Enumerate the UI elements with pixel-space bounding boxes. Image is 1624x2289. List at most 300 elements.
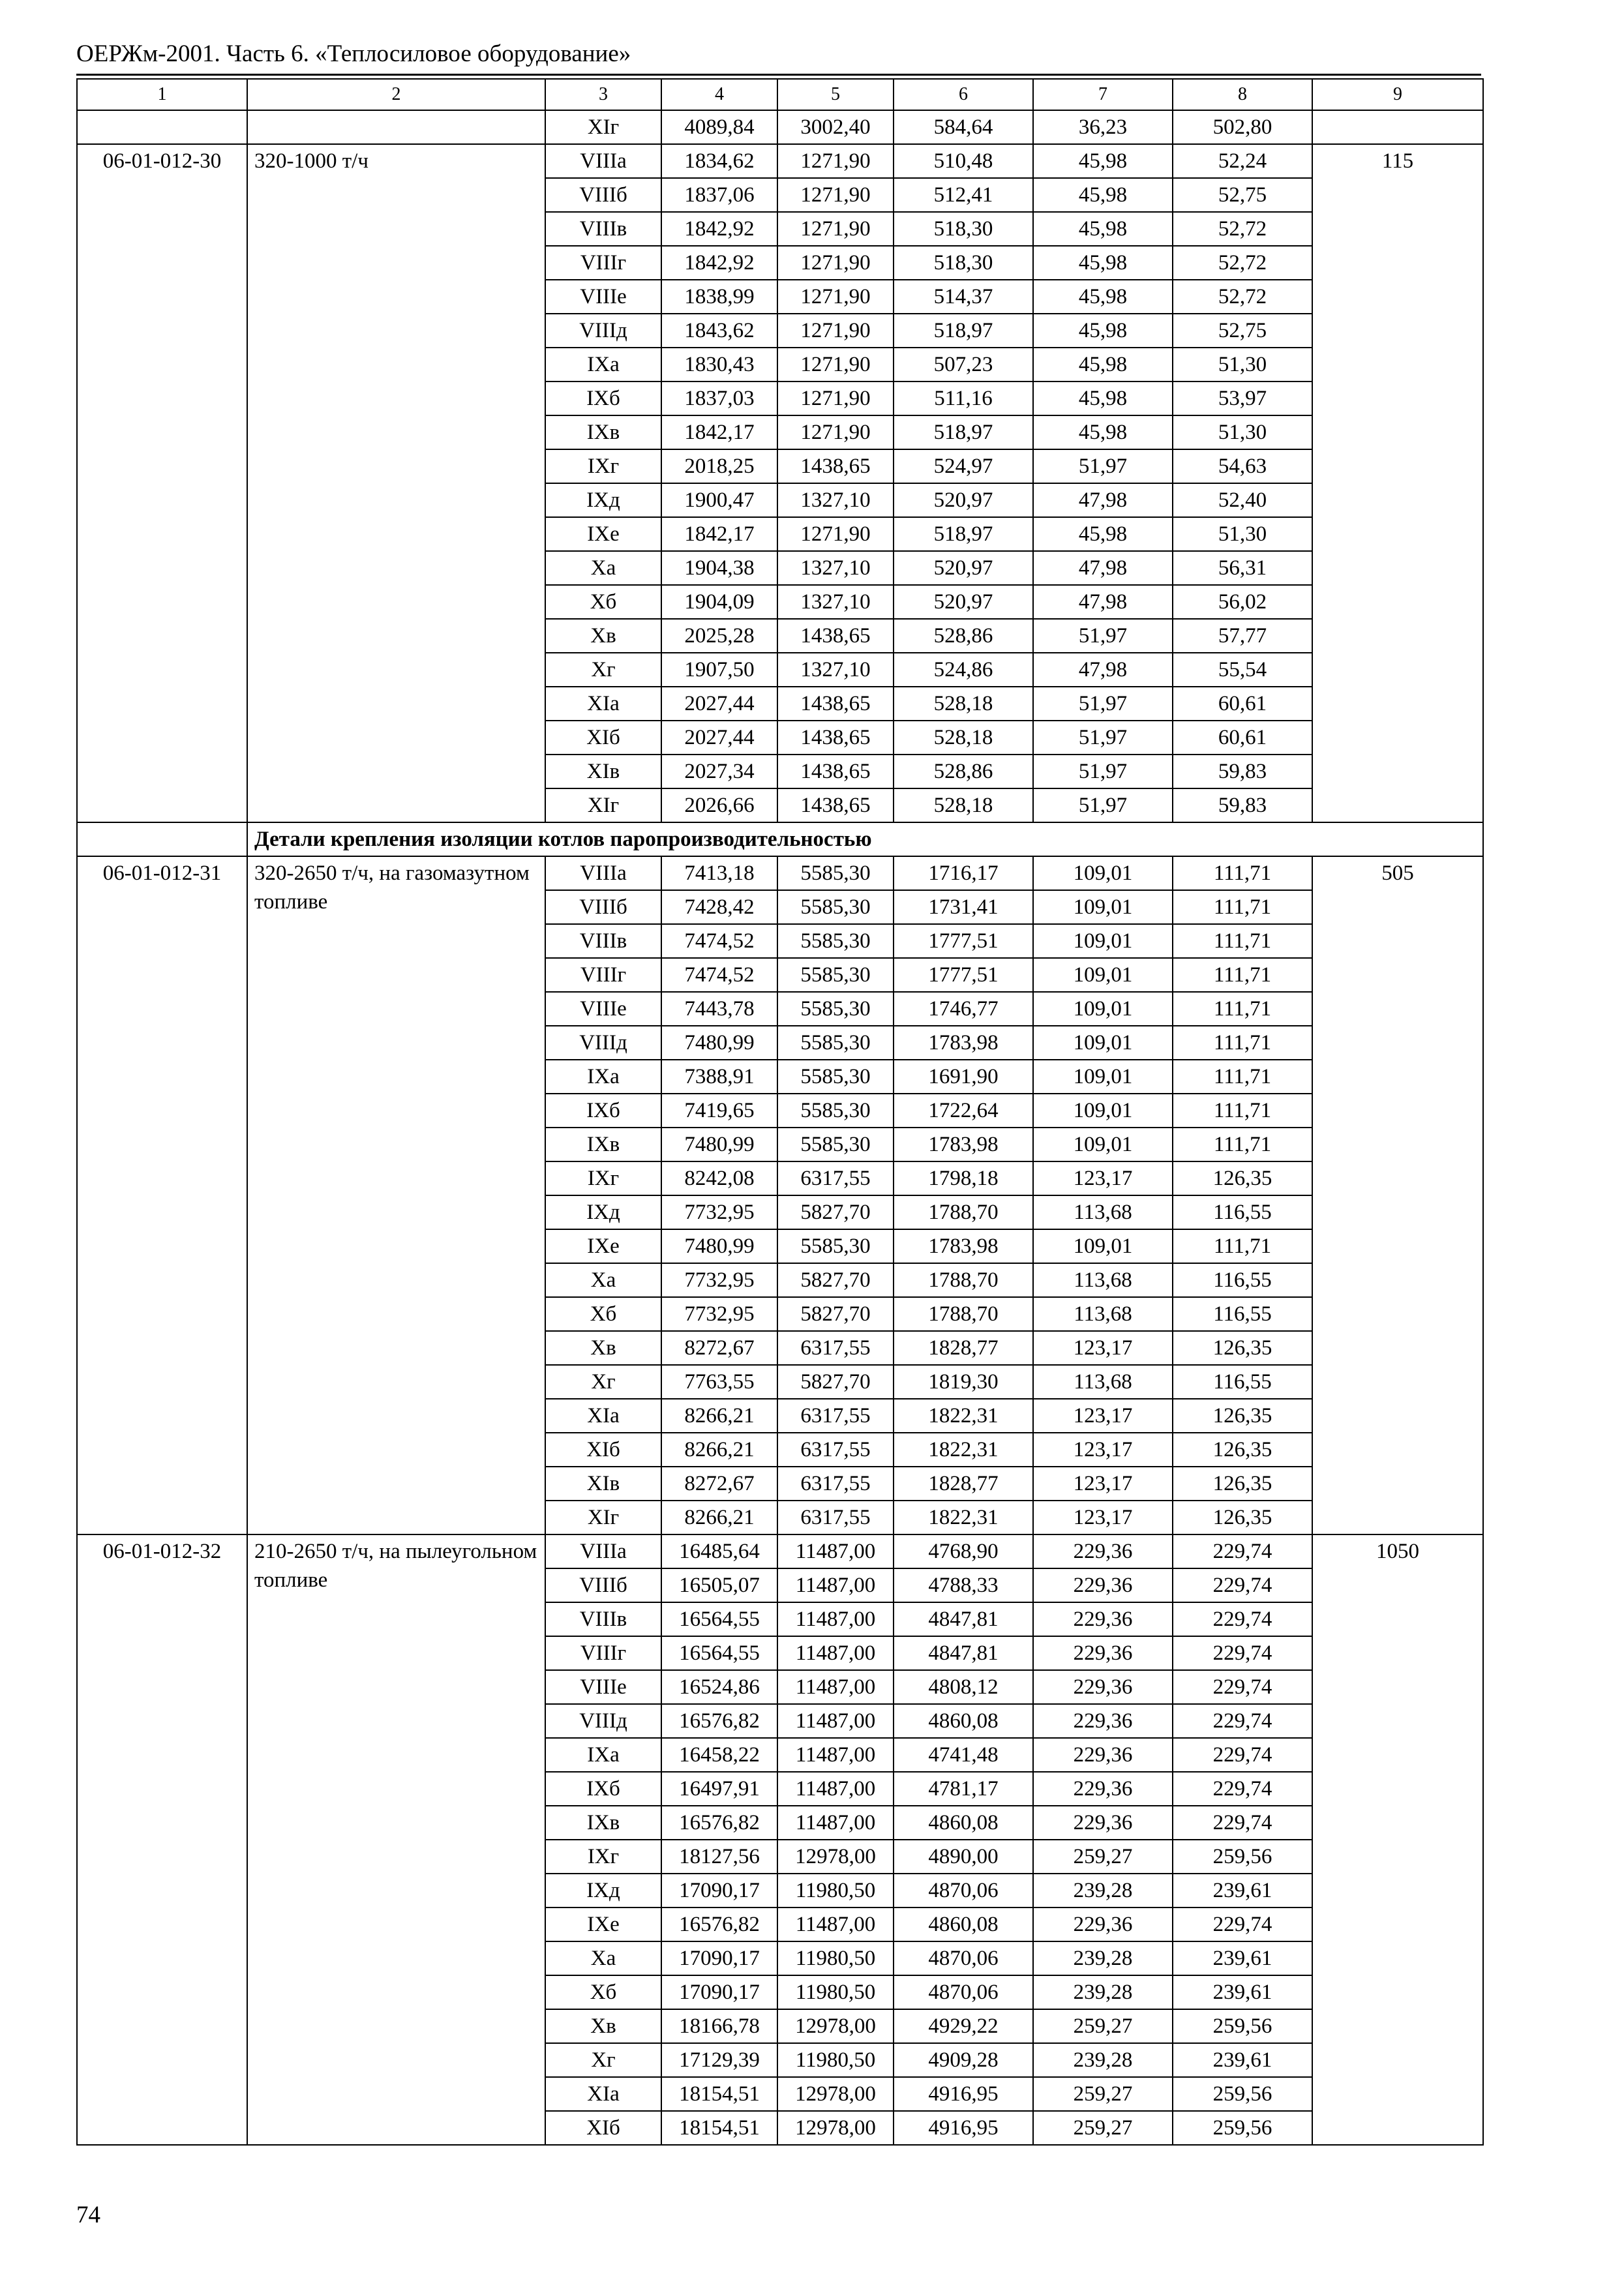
table-row: [77, 856, 1483, 890]
value-cell: 4870,06: [894, 1975, 1033, 2009]
value-cell: 4870,06: [894, 1941, 1033, 1975]
value-cell: 51,97: [1033, 449, 1173, 483]
value-cell: 109,01: [1033, 1026, 1173, 1060]
value-cell: 47,98: [1033, 483, 1173, 517]
value-cell: 5827,70: [777, 1365, 894, 1399]
value-cell: 229,36: [1033, 1602, 1173, 1636]
page-header: ОЕРЖм-2001. Часть 6. «Теплосиловое оборудование»: [76, 40, 631, 67]
value-cell: 518,97: [894, 517, 1033, 551]
value-cell: 1722,64: [894, 1094, 1033, 1128]
value-cell: 1271,90: [777, 348, 894, 382]
value-cell: 5827,70: [777, 1195, 894, 1229]
code-cell: 06-01-012-32: [77, 1534, 247, 2145]
value-cell: 1327,10: [777, 483, 894, 517]
value-cell: 16564,55: [661, 1636, 777, 1670]
value-cell: 52,72: [1173, 246, 1312, 280]
value-cell: 17090,17: [661, 1975, 777, 2009]
value-cell: 60,61: [1173, 687, 1312, 721]
value-cell: 123,17: [1033, 1467, 1173, 1501]
value-cell: 229,74: [1173, 1670, 1312, 1704]
class-cell: VIIIб: [545, 178, 661, 212]
value-cell: 2027,44: [661, 721, 777, 755]
value-cell: 507,23: [894, 348, 1033, 382]
value-cell: 18154,51: [661, 2077, 777, 2111]
value-cell: 1327,10: [777, 585, 894, 619]
class-cell: IXе: [545, 517, 661, 551]
value-cell: 7428,42: [661, 890, 777, 924]
value-cell: 6317,55: [777, 1467, 894, 1501]
value-cell: 45,98: [1033, 348, 1173, 382]
column-number: 4: [661, 79, 777, 110]
column-number: 7: [1033, 79, 1173, 110]
table-row: [77, 144, 1483, 178]
value-cell: 4089,84: [661, 110, 777, 144]
value-cell: 2026,66: [661, 788, 777, 822]
value-cell: 56,02: [1173, 585, 1312, 619]
value-cell: 518,30: [894, 246, 1033, 280]
class-cell: XIг: [545, 788, 661, 822]
value-cell: 229,74: [1173, 1806, 1312, 1840]
value-cell: 4909,28: [894, 2043, 1033, 2077]
value-cell: 229,74: [1173, 1568, 1312, 1602]
description-cell: 320-1000 т/ч: [247, 144, 545, 822]
class-cell: XIб: [545, 1433, 661, 1467]
value-cell: 51,30: [1173, 415, 1312, 449]
value-cell: 5585,30: [777, 1060, 894, 1094]
value-cell: 1731,41: [894, 890, 1033, 924]
value-cell: 11487,00: [777, 1534, 894, 1568]
value-cell: 1838,99: [661, 280, 777, 314]
value-cell: 1438,65: [777, 788, 894, 822]
class-cell: Xа: [545, 1263, 661, 1297]
value-cell: 111,71: [1173, 958, 1312, 992]
value-cell: 5585,30: [777, 1026, 894, 1060]
value-cell: 109,01: [1033, 1128, 1173, 1161]
class-cell: IXг: [545, 1161, 661, 1195]
value-cell: 4860,08: [894, 1806, 1033, 1840]
class-cell: VIIIд: [545, 1026, 661, 1060]
value-cell: 1828,77: [894, 1467, 1033, 1501]
value-cell: 11487,00: [777, 1670, 894, 1704]
value-cell: 18154,51: [661, 2111, 777, 2145]
value-cell: 7480,99: [661, 1128, 777, 1161]
class-cell: VIIIг: [545, 958, 661, 992]
value-cell: 4860,08: [894, 1908, 1033, 1941]
value-cell: 109,01: [1033, 992, 1173, 1026]
page-number: 74: [76, 2202, 100, 2228]
value-cell: 16576,82: [661, 1806, 777, 1840]
value-cell: 229,74: [1173, 1636, 1312, 1670]
value-cell: 12978,00: [777, 2111, 894, 2145]
value-cell: 126,35: [1173, 1467, 1312, 1501]
value-cell: 1746,77: [894, 992, 1033, 1026]
value-cell: 229,36: [1033, 1806, 1173, 1840]
value-cell: 45,98: [1033, 280, 1173, 314]
class-cell: VIIIб: [545, 890, 661, 924]
value-cell: 55,54: [1173, 653, 1312, 687]
value-cell: 5585,30: [777, 1229, 894, 1263]
value-cell: 229,74: [1173, 1908, 1312, 1941]
value-cell: 11487,00: [777, 1738, 894, 1772]
value-cell: 4768,90: [894, 1534, 1033, 1568]
value-cell: 123,17: [1033, 1399, 1173, 1433]
value-cell: 1842,92: [661, 212, 777, 246]
class-cell: XIб: [545, 2111, 661, 2145]
class-cell: VIIIе: [545, 1670, 661, 1704]
value-cell: 111,71: [1173, 890, 1312, 924]
value-cell: 239,61: [1173, 2043, 1312, 2077]
value-cell: 239,61: [1173, 1874, 1312, 1908]
value-cell: 1783,98: [894, 1128, 1033, 1161]
value-cell: 4860,08: [894, 1704, 1033, 1738]
section-code-cell: [77, 822, 247, 856]
value-cell: 47,98: [1033, 551, 1173, 585]
value-cell: 528,18: [894, 788, 1033, 822]
value-cell: 1271,90: [777, 246, 894, 280]
value-cell: 1842,17: [661, 415, 777, 449]
class-cell: Xг: [545, 653, 661, 687]
value-cell: 259,56: [1173, 2111, 1312, 2145]
value-cell: 2027,34: [661, 755, 777, 788]
value-cell: 1842,92: [661, 246, 777, 280]
value-cell: 510,48: [894, 144, 1033, 178]
value-cell: 123,17: [1033, 1501, 1173, 1534]
value-cell: 16576,82: [661, 1704, 777, 1738]
value-cell: 5585,30: [777, 1094, 894, 1128]
value-cell: 239,28: [1033, 2043, 1173, 2077]
class-cell: Xв: [545, 1331, 661, 1365]
value-cell: 113,68: [1033, 1195, 1173, 1229]
value-cell: 229,74: [1173, 1602, 1312, 1636]
value-cell: 229,36: [1033, 1636, 1173, 1670]
value-cell: 528,18: [894, 687, 1033, 721]
value-cell: 1837,06: [661, 178, 777, 212]
column-number-row: [77, 79, 1483, 110]
value-cell: 17090,17: [661, 1941, 777, 1975]
class-cell: IXе: [545, 1908, 661, 1941]
value-cell: 6317,55: [777, 1331, 894, 1365]
column-number: 8: [1173, 79, 1312, 110]
value-cell: 1843,62: [661, 314, 777, 348]
value-cell: 2027,44: [661, 687, 777, 721]
column-number: 5: [777, 79, 894, 110]
value-cell: 116,55: [1173, 1365, 1312, 1399]
class-cell: IXв: [545, 415, 661, 449]
value-cell: 45,98: [1033, 415, 1173, 449]
value-cell: 16505,07: [661, 1568, 777, 1602]
value-cell: 53,97: [1173, 382, 1312, 415]
class-cell: XIг: [545, 1501, 661, 1534]
value-cell: 16576,82: [661, 1908, 777, 1941]
value-cell: 259,56: [1173, 2077, 1312, 2111]
value-cell: 584,64: [894, 110, 1033, 144]
value-cell: 52,72: [1173, 212, 1312, 246]
value-cell: 18166,78: [661, 2009, 777, 2043]
value-cell: 5585,30: [777, 992, 894, 1026]
value-cell: 52,75: [1173, 314, 1312, 348]
value-cell: 111,71: [1173, 856, 1312, 890]
value-cell: 16458,22: [661, 1738, 777, 1772]
value-cell: 7732,95: [661, 1195, 777, 1229]
value-cell: 239,28: [1033, 1941, 1173, 1975]
value-cell: 524,97: [894, 449, 1033, 483]
value-cell: 229,74: [1173, 1704, 1312, 1738]
value-cell: 59,83: [1173, 755, 1312, 788]
value-cell: 109,01: [1033, 1094, 1173, 1128]
value-cell: 109,01: [1033, 890, 1173, 924]
class-cell: IXб: [545, 1772, 661, 1806]
value-cell: 4847,81: [894, 1636, 1033, 1670]
class-cell: XIа: [545, 1399, 661, 1433]
value-cell: 4788,33: [894, 1568, 1033, 1602]
value-cell: 126,35: [1173, 1331, 1312, 1365]
value-cell: 45,98: [1033, 517, 1173, 551]
value-cell: 4808,12: [894, 1670, 1033, 1704]
value-cell: 1438,65: [777, 619, 894, 653]
value-cell: 6317,55: [777, 1501, 894, 1534]
value-cell: 1834,62: [661, 144, 777, 178]
value-cell: 4929,22: [894, 2009, 1033, 2043]
value-cell: 7480,99: [661, 1229, 777, 1263]
value-cell: 111,71: [1173, 1229, 1312, 1263]
value-cell: 528,86: [894, 755, 1033, 788]
value-cell: 7480,99: [661, 1026, 777, 1060]
value-cell: 1904,38: [661, 551, 777, 585]
value-cell: 5585,30: [777, 856, 894, 890]
carry-over-row: [77, 110, 1483, 144]
class-cell: IXг: [545, 1840, 661, 1874]
value-cell: 1822,31: [894, 1399, 1033, 1433]
class-cell: Xа: [545, 551, 661, 585]
value-cell: 45,98: [1033, 246, 1173, 280]
value-cell: 52,24: [1173, 144, 1312, 178]
value-cell: 259,56: [1173, 1840, 1312, 1874]
value-cell: 109,01: [1033, 856, 1173, 890]
column-number: 2: [247, 79, 545, 110]
value-cell: 229,36: [1033, 1738, 1173, 1772]
class-cell: IXа: [545, 1738, 661, 1772]
value-cell: 123,17: [1033, 1161, 1173, 1195]
rates-table-wrapper: [76, 78, 1482, 2146]
value-cell: 229,74: [1173, 1534, 1312, 1568]
class-cell: Xа: [545, 1941, 661, 1975]
value-cell: 111,71: [1173, 1094, 1312, 1128]
value-cell: 123,17: [1033, 1331, 1173, 1365]
value-cell: 229,36: [1033, 1908, 1173, 1941]
value-cell: 126,35: [1173, 1161, 1312, 1195]
value-cell: 7474,52: [661, 924, 777, 958]
value-cell: 113,68: [1033, 1297, 1173, 1331]
value-cell: 5827,70: [777, 1263, 894, 1297]
value-cell: 126,35: [1173, 1399, 1312, 1433]
class-cell: Xб: [545, 1975, 661, 2009]
value-cell: 4847,81: [894, 1602, 1033, 1636]
class-cell: VIIIа: [545, 144, 661, 178]
value-cell: 229,36: [1033, 1670, 1173, 1704]
header-rule: [76, 74, 1481, 76]
value-cell: 239,28: [1033, 1874, 1173, 1908]
value-cell: 1837,03: [661, 382, 777, 415]
value-cell: 520,97: [894, 551, 1033, 585]
value-cell: 229,36: [1033, 1772, 1173, 1806]
table-row: [77, 1534, 1483, 1568]
class-cell: VIIIа: [545, 856, 661, 890]
class-cell: VIIIе: [545, 992, 661, 1026]
column-number: 3: [545, 79, 661, 110]
value-cell: 16497,91: [661, 1772, 777, 1806]
value-cell: 5827,70: [777, 1297, 894, 1331]
value-cell: 59,83: [1173, 788, 1312, 822]
class-cell: XIа: [545, 2077, 661, 2111]
value-cell: 12978,00: [777, 1840, 894, 1874]
value-cell: 12978,00: [777, 2009, 894, 2043]
value-cell: 1783,98: [894, 1026, 1033, 1060]
value-cell: 109,01: [1033, 1060, 1173, 1094]
value-cell: 8272,67: [661, 1467, 777, 1501]
value-cell: 16485,64: [661, 1534, 777, 1568]
value-cell: 520,97: [894, 585, 1033, 619]
value-cell: 524,86: [894, 653, 1033, 687]
value-cell: 51,97: [1033, 755, 1173, 788]
class-cell: XIб: [545, 721, 661, 755]
value-cell: 116,55: [1173, 1195, 1312, 1229]
value-cell: 239,28: [1033, 1975, 1173, 2009]
value-cell: 1271,90: [777, 415, 894, 449]
value-cell: 1327,10: [777, 653, 894, 687]
class-cell: VIIIг: [545, 246, 661, 280]
value-cell: 3002,40: [777, 110, 894, 144]
class-cell: Xб: [545, 1297, 661, 1331]
value-cell: 528,86: [894, 619, 1033, 653]
class-cell: IXд: [545, 1195, 661, 1229]
code-cell: [77, 110, 247, 144]
value-cell: 36,23: [1033, 110, 1173, 144]
value-cell: 518,97: [894, 314, 1033, 348]
value-cell: 1783,98: [894, 1229, 1033, 1263]
value-cell: 12978,00: [777, 2077, 894, 2111]
column-number: 9: [1312, 79, 1483, 110]
class-cell: VIIIд: [545, 314, 661, 348]
value-cell: 1798,18: [894, 1161, 1033, 1195]
class-cell: IXа: [545, 1060, 661, 1094]
description-cell: [247, 110, 545, 144]
value-cell: 8242,08: [661, 1161, 777, 1195]
value-cell: 1271,90: [777, 144, 894, 178]
class-cell: XIв: [545, 1467, 661, 1501]
value-cell: 51,97: [1033, 619, 1173, 653]
mass-cell: 505: [1312, 856, 1483, 1534]
value-cell: 7732,95: [661, 1263, 777, 1297]
value-cell: 259,27: [1033, 2009, 1173, 2043]
value-cell: 47,98: [1033, 585, 1173, 619]
value-cell: 52,75: [1173, 178, 1312, 212]
value-cell: 7732,95: [661, 1297, 777, 1331]
section-title: Детали крепления изоляции котлов паропроизводительностью: [247, 822, 1483, 856]
value-cell: 11980,50: [777, 1941, 894, 1975]
section-row: [77, 822, 1483, 856]
value-cell: 239,61: [1173, 1975, 1312, 2009]
class-cell: VIIIв: [545, 924, 661, 958]
value-cell: 109,01: [1033, 1229, 1173, 1263]
value-cell: 116,55: [1173, 1263, 1312, 1297]
value-cell: 123,17: [1033, 1433, 1173, 1467]
value-cell: 45,98: [1033, 178, 1173, 212]
value-cell: 11980,50: [777, 2043, 894, 2077]
class-cell: IXд: [545, 1874, 661, 1908]
value-cell: 6317,55: [777, 1161, 894, 1195]
value-cell: 56,31: [1173, 551, 1312, 585]
value-cell: 520,97: [894, 483, 1033, 517]
value-cell: 2018,25: [661, 449, 777, 483]
description-cell: 320-2650 т/ч, на газомазутном топливе: [247, 856, 545, 1534]
value-cell: 60,61: [1173, 721, 1312, 755]
value-cell: 1819,30: [894, 1365, 1033, 1399]
class-cell: VIIIа: [545, 1534, 661, 1568]
value-cell: 259,56: [1173, 2009, 1312, 2043]
class-cell: IXв: [545, 1806, 661, 1840]
value-cell: 45,98: [1033, 382, 1173, 415]
value-cell: 8266,21: [661, 1399, 777, 1433]
value-cell: 518,97: [894, 415, 1033, 449]
value-cell: 111,71: [1173, 924, 1312, 958]
code-cell: 06-01-012-31: [77, 856, 247, 1534]
value-cell: 45,98: [1033, 314, 1173, 348]
class-cell: IXе: [545, 1229, 661, 1263]
value-cell: 51,97: [1033, 788, 1173, 822]
class-cell: VIIIе: [545, 280, 661, 314]
value-cell: 1777,51: [894, 924, 1033, 958]
value-cell: 239,61: [1173, 1941, 1312, 1975]
value-cell: 229,36: [1033, 1704, 1173, 1738]
mass-cell: [1312, 110, 1483, 144]
class-cell: IXв: [545, 1128, 661, 1161]
class-cell: VIIIб: [545, 1568, 661, 1602]
value-cell: 8266,21: [661, 1433, 777, 1467]
value-cell: 1830,43: [661, 348, 777, 382]
value-cell: 1438,65: [777, 721, 894, 755]
value-cell: 1822,31: [894, 1501, 1033, 1534]
class-cell: Xв: [545, 619, 661, 653]
rates-table-body: [77, 79, 1483, 2145]
value-cell: 45,98: [1033, 144, 1173, 178]
value-cell: 57,77: [1173, 619, 1312, 653]
value-cell: 5585,30: [777, 924, 894, 958]
value-cell: 11487,00: [777, 1568, 894, 1602]
value-cell: 51,30: [1173, 348, 1312, 382]
value-cell: 1822,31: [894, 1433, 1033, 1467]
value-cell: 502,80: [1173, 110, 1312, 144]
value-cell: 6317,55: [777, 1433, 894, 1467]
value-cell: 8266,21: [661, 1501, 777, 1534]
value-cell: 126,35: [1173, 1433, 1312, 1467]
value-cell: 259,27: [1033, 2111, 1173, 2145]
value-cell: 1900,47: [661, 483, 777, 517]
value-cell: 7419,65: [661, 1094, 777, 1128]
value-cell: 11487,00: [777, 1908, 894, 1941]
value-cell: 116,55: [1173, 1297, 1312, 1331]
value-cell: 1271,90: [777, 280, 894, 314]
value-cell: 4890,00: [894, 1840, 1033, 1874]
value-cell: 229,74: [1173, 1772, 1312, 1806]
column-number: 1: [77, 79, 247, 110]
value-cell: 1438,65: [777, 687, 894, 721]
class-cell: IXд: [545, 483, 661, 517]
value-cell: 229,74: [1173, 1738, 1312, 1772]
value-cell: 1271,90: [777, 517, 894, 551]
value-cell: 113,68: [1033, 1365, 1173, 1399]
value-cell: 11487,00: [777, 1806, 894, 1840]
value-cell: 109,01: [1033, 958, 1173, 992]
